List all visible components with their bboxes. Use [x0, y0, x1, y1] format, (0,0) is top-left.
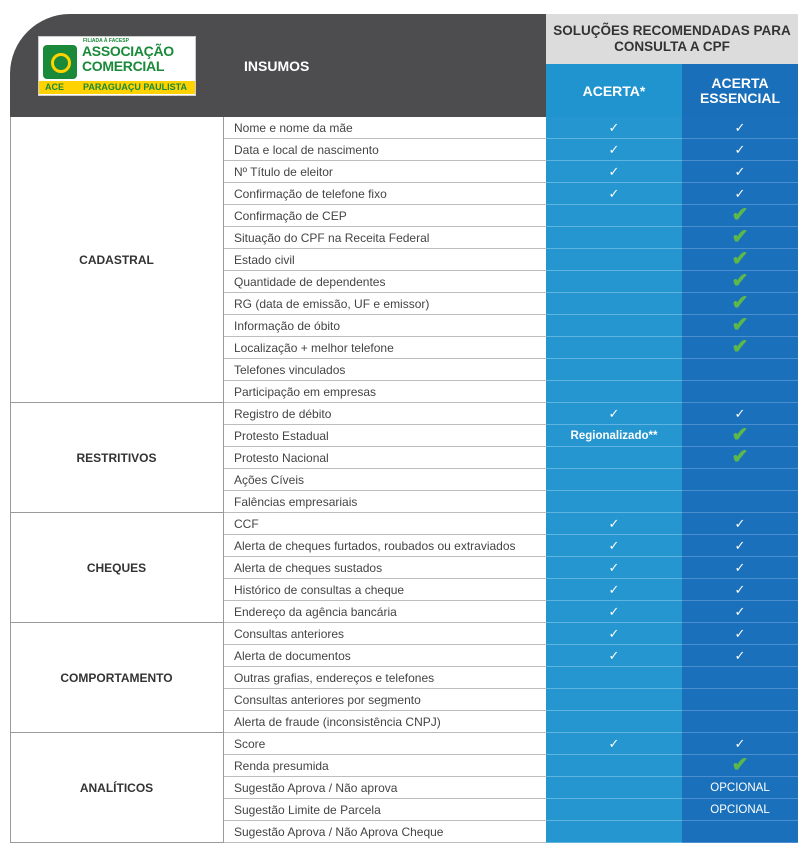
acerta-cell [546, 315, 682, 337]
acerta-cell [546, 645, 682, 667]
row-label: RG (data de emissão, UF e emissor) [224, 293, 546, 315]
row-label: Protesto Estadual [224, 425, 546, 447]
category-label: RESTRITIVOS [10, 403, 224, 513]
column-acerta-essencial: ACERTA ESSENCIAL [682, 64, 798, 117]
acerta-essencial-cell [682, 689, 798, 711]
acerta-essencial-cell [682, 623, 798, 645]
row-label: Alerta de fraude (inconsistência CNPJ) [224, 711, 546, 733]
acerta-essencial-cell [682, 139, 798, 161]
logo-line2: COMERCIAL [82, 58, 165, 74]
row-label: Informação de óbito [224, 315, 546, 337]
green-check-icon: ✔ [731, 336, 749, 358]
table-left-border [10, 117, 11, 843]
acerta-cell [546, 755, 682, 777]
check-icon: ✓ [608, 120, 620, 135]
green-check-icon: ✔ [731, 292, 749, 314]
check-icon: ✓ [608, 516, 620, 531]
acerta-cell [546, 623, 682, 645]
check-icon: ✓ [608, 736, 620, 751]
row-label: Sugestão Aprova / Não Aprova Cheque [224, 821, 546, 843]
acerta-essencial-cell [682, 227, 798, 249]
acerta-cell [546, 183, 682, 205]
solutions-title: SOLUÇÕES RECOMENDADAS PARA CONSULTA A CPF [546, 14, 798, 64]
row-label: Renda presumida [224, 755, 546, 777]
cell-text: OPCIONAL [710, 804, 770, 816]
check-icon: ✓ [734, 516, 746, 531]
acerta-essencial-cell [682, 491, 798, 513]
row-label: Telefones vinculados [224, 359, 546, 381]
acerta-essencial-cell [682, 315, 798, 337]
acerta-cell [546, 667, 682, 689]
check-icon: ✓ [734, 582, 746, 597]
acerta-essencial-cell [682, 667, 798, 689]
row-label: Participação em empresas [224, 381, 546, 403]
row-label: Outras grafias, endereços e telefones [224, 667, 546, 689]
row-label: Localização + melhor telefone [224, 337, 546, 359]
row-label: Ações Cíveis [224, 469, 546, 491]
acerta-essencial-cell [682, 359, 798, 381]
check-icon: ✓ [734, 120, 746, 135]
logo-top-text: FILIADA À FACESP [83, 38, 129, 44]
category-label: COMPORTAMENTO [10, 623, 224, 733]
acerta-cell [546, 733, 682, 755]
row-label: Alerta de documentos [224, 645, 546, 667]
row-label: Endereço da agência bancária [224, 601, 546, 623]
check-icon: ✓ [734, 142, 746, 157]
check-icon: ✓ [608, 648, 620, 663]
acerta-essencial-cell [682, 337, 798, 359]
row-label: Consultas anteriores [224, 623, 546, 645]
cell-text: OPCIONAL [710, 782, 770, 794]
association-logo [38, 36, 196, 96]
acerta-cell [546, 403, 682, 425]
acerta-essencial-cell [682, 381, 798, 403]
check-icon: ✓ [608, 186, 620, 201]
acerta-essencial-cell [682, 183, 798, 205]
check-icon: ✓ [734, 406, 746, 421]
acerta-cell [546, 579, 682, 601]
acerta-cell [546, 689, 682, 711]
row-label: Histórico de consultas a cheque [224, 579, 546, 601]
acerta-essencial-cell [682, 293, 798, 315]
row-label: Protesto Nacional [224, 447, 546, 469]
check-icon: ✓ [734, 560, 746, 575]
row-label: Falências empresariais [224, 491, 546, 513]
acerta-cell [546, 205, 682, 227]
green-check-icon: ✔ [731, 446, 749, 468]
logo-emblem-icon [43, 45, 77, 79]
acerta-cell [546, 117, 682, 139]
row-label: Nome e nome da mãe [224, 117, 546, 139]
row-label: Consultas anteriores por segmento [224, 689, 546, 711]
row-label: Confirmação de telefone fixo [224, 183, 546, 205]
acerta-cell [546, 425, 682, 447]
acerta-cell [546, 513, 682, 535]
column-acerta: ACERTA* [546, 64, 682, 117]
acerta-cell [546, 249, 682, 271]
acerta-cell [546, 821, 682, 843]
acerta-cell [546, 799, 682, 821]
acerta-cell [546, 381, 682, 403]
row-label: Quantidade de dependentes [224, 271, 546, 293]
acerta-essencial-cell [682, 117, 798, 139]
acerta-essencial-cell [682, 205, 798, 227]
acerta-cell [546, 139, 682, 161]
acerta-cell [546, 777, 682, 799]
acerta-essencial-cell [682, 777, 798, 799]
check-icon: ✓ [734, 736, 746, 751]
acerta-cell [546, 447, 682, 469]
acerta-cell [546, 337, 682, 359]
green-check-icon: ✔ [731, 270, 749, 292]
acerta-essencial-cell [682, 579, 798, 601]
acerta-cell [546, 491, 682, 513]
acerta-cell [546, 711, 682, 733]
row-label: Data e local de nascimento [224, 139, 546, 161]
row-label: Sugestão Limite de Parcela [224, 799, 546, 821]
acerta-cell [546, 359, 682, 381]
check-icon: ✓ [734, 164, 746, 179]
check-icon: ✓ [608, 538, 620, 553]
acerta-cell [546, 557, 682, 579]
check-icon: ✓ [608, 604, 620, 619]
check-icon: ✓ [734, 538, 746, 553]
row-label: Situação do CPF na Receita Federal [224, 227, 546, 249]
table-header [10, 14, 798, 117]
acerta-cell [546, 293, 682, 315]
acerta-essencial-cell [682, 601, 798, 623]
row-label: Estado civil [224, 249, 546, 271]
green-check-icon: ✔ [731, 754, 749, 776]
check-icon: ✓ [608, 142, 620, 157]
acerta-essencial-cell [682, 161, 798, 183]
check-icon: ✓ [734, 186, 746, 201]
green-check-icon: ✔ [731, 226, 749, 248]
insumos-header: INSUMOS [244, 58, 310, 74]
row-label: Alerta de cheques sustados [224, 557, 546, 579]
row-label: Alerta de cheques furtados, roubados ou extraviados [224, 535, 546, 557]
row-label: Sugestão Aprova / Não aprova [224, 777, 546, 799]
acerta-essencial-cell [682, 821, 798, 843]
acerta-cell [546, 469, 682, 491]
acerta-essencial-cell [682, 469, 798, 491]
acerta-essencial-cell [682, 711, 798, 733]
row-label: Confirmação de CEP [224, 205, 546, 227]
cell-text: Regionalizado** [570, 430, 658, 442]
row-label: CCF [224, 513, 546, 535]
check-icon: ✓ [608, 560, 620, 575]
acerta-essencial-cell [682, 799, 798, 821]
check-icon: ✓ [608, 626, 620, 641]
category-label: CADASTRAL [10, 117, 224, 403]
acerta-cell [546, 161, 682, 183]
green-check-icon: ✔ [731, 424, 749, 446]
acerta-cell [546, 227, 682, 249]
acerta-cell [546, 535, 682, 557]
check-icon: ✓ [608, 582, 620, 597]
acerta-essencial-cell [682, 513, 798, 535]
green-check-icon: ✔ [731, 314, 749, 336]
logo-line1: ASSOCIAÇÃO [82, 43, 174, 59]
acerta-cell [546, 271, 682, 293]
check-icon: ✓ [734, 626, 746, 641]
green-check-icon: ✔ [731, 204, 749, 226]
row-label: Nº Título de eleitor [224, 161, 546, 183]
check-icon: ✓ [608, 164, 620, 179]
check-icon: ✓ [608, 406, 620, 421]
acerta-essencial-cell [682, 249, 798, 271]
category-label: ANALÍTICOS [10, 733, 224, 843]
category-label: CHEQUES [10, 513, 224, 623]
acerta-essencial-cell [682, 645, 798, 667]
check-icon: ✓ [734, 648, 746, 663]
logo-city: PARAGUAÇU PAULISTA [83, 82, 187, 92]
acerta-essencial-cell [682, 447, 798, 469]
green-check-icon: ✔ [731, 248, 749, 270]
row-label: Registro de débito [224, 403, 546, 425]
logo-ace: ACE [45, 82, 65, 92]
check-icon: ✓ [734, 604, 746, 619]
acerta-essencial-cell [682, 755, 798, 777]
acerta-essencial-cell [682, 271, 798, 293]
acerta-essencial-cell [682, 557, 798, 579]
acerta-cell [546, 601, 682, 623]
acerta-essencial-cell [682, 535, 798, 557]
row-label: Score [224, 733, 546, 755]
acerta-essencial-cell [682, 425, 798, 447]
acerta-essencial-cell [682, 733, 798, 755]
acerta-essencial-cell [682, 403, 798, 425]
